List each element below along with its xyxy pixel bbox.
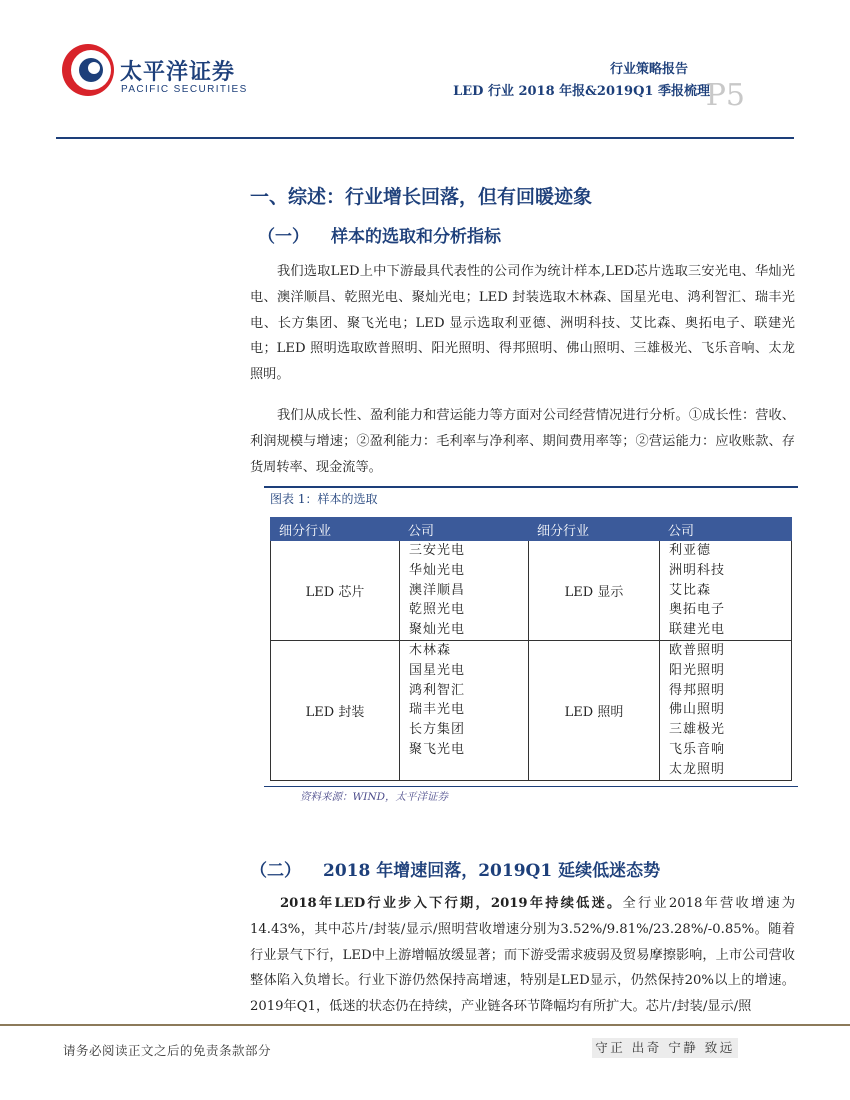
company-name: 得邦照明: [669, 682, 726, 698]
company-name: 飞乐音响: [669, 741, 726, 757]
footer-disclaimer: 请务必阅读正文之后的免责条款部分: [63, 1043, 272, 1058]
company-name: 聚飞光电: [409, 741, 466, 757]
company-name: 澳洋顺昌: [409, 582, 466, 598]
company-list-cell: [660, 640, 792, 780]
page-number: P5: [705, 78, 745, 113]
subsection-number: （二）: [250, 861, 301, 881]
table-row: [271, 640, 792, 780]
empty-line: [409, 760, 528, 780]
paragraph-body: 全行业2018年营收增速为14.43%，其中芯片/封装/显示/照明营收增速分别为3.52%/9.81%/23.28%/-0.85%。随着行业景气下行，LED中上游增幅放缓显著；而下游受需求疲弱及贸易摩擦影响，上市公司营收整体陷入负增长。行业下游仍然保持高增速，特别是LED显示，仍然保持20%以上的增速。2019年Q1，低迷的状态仍在持续，产业链各环节降幅均有所扩大。芯片/封装/显示/照: [250, 896, 796, 1015]
company-name: 国星光电: [409, 662, 466, 678]
table-header: 细分行业: [271, 518, 400, 541]
company-name: 乾照光电: [409, 602, 466, 618]
segment-cell: LED 芯片: [271, 541, 400, 641]
brand-name-cn: 太平洋证券: [120, 60, 236, 85]
table-header: 公司: [660, 518, 792, 541]
figure-top-rule: [264, 486, 798, 488]
company-list-cell: [400, 640, 529, 780]
header-divider: [56, 137, 794, 139]
table-header: 细分行业: [529, 518, 660, 541]
table-row: [271, 541, 792, 641]
section-heading: 一、综述：行业增长回落，但有回暖迹象: [250, 186, 593, 208]
figure-source: 资料来源：WIND，太平洋证券: [300, 791, 449, 803]
company-name: 华灿光电: [409, 562, 466, 578]
company-name: 聚灿光电: [409, 622, 466, 638]
figure-caption: 图表 1：样本的选取: [270, 492, 378, 506]
company-name: 奥拓电子: [669, 602, 726, 618]
segment-cell: LED 封装: [271, 640, 400, 780]
subsection-number: （一）: [258, 227, 309, 247]
report-type: 行业策略报告: [609, 62, 688, 77]
sample-table: [270, 517, 792, 781]
company-name: 鸿利智汇: [409, 682, 466, 698]
company-name: 欧普照明: [669, 642, 726, 658]
table-header: 公司: [400, 518, 529, 541]
lead-sentence: 2018年LED行业步入下行期，2019年持续低迷。: [280, 896, 623, 911]
table-header-row: [271, 518, 792, 541]
company-name: 洲明科技: [669, 562, 726, 578]
subsection-title: 样本的选取和分析指标: [331, 227, 501, 247]
report-title: LED 行业 2018 年报&2019Q1 季报梳理: [453, 84, 710, 99]
figure-bottom-rule: [264, 786, 798, 787]
pacific-securities-logo-icon: [60, 42, 116, 98]
company-name: 瑞丰光电: [409, 702, 466, 718]
footer-divider: [0, 1024, 850, 1026]
company-name: 阳光照明: [669, 662, 726, 678]
brand-name-en: PACIFIC SECURITIES: [121, 84, 248, 95]
company-name: 三雄极光: [669, 722, 726, 738]
subsection-heading: [250, 856, 660, 881]
company-name: 木林森: [409, 642, 452, 658]
segment-cell: LED 显示: [529, 541, 660, 641]
company-name: 太龙照明: [669, 761, 726, 777]
company-name: 艾比森: [669, 582, 712, 598]
company-name: 三安光电: [409, 543, 466, 558]
paragraph-sample-selection: 我们选取LED上中下游最具代表性的公司作为统计样本,LED芯片选取三安光电、华灿光电、澳洋顺昌、乾照光电、聚灿光电；LED 封装选取木林森、国星光电、鸿利智汇、瑞丰光电、长方集团、聚飞光电；LED 显示选取利亚德、洲明科技、艾比森、奥拓电子、联建光电；LED 照明选取欧普照明、阳光照明、得邦照明、佛山照明、三雄极光、飞乐音响、太龙照明。: [250, 264, 795, 383]
company-name: 佛山照明: [669, 702, 726, 718]
subsection-title: 2018 年增速回落，2019Q1 延续低迷态势: [323, 861, 661, 881]
footer-motto: 守正 出奇 宁静 致远: [592, 1038, 738, 1058]
paragraph-analysis-metrics: 我们从成长性、盈利能力和营运能力等方面对公司经营情况进行分析。①成长性：营收、利润规模与增速；②盈利能力：毛利率与净利率、期间费用率等；②营运能力：应收账款、存货周转率、现金流等。: [250, 408, 795, 475]
segment-cell: LED 照明: [529, 640, 660, 780]
company-list-cell: [400, 541, 529, 641]
paragraph-growth-review: [250, 891, 795, 1020]
company-name: 长方集团: [409, 722, 466, 738]
company-list-cell: [660, 541, 792, 641]
subsection-heading: [258, 222, 501, 247]
company-name: 利亚德: [669, 543, 712, 558]
company-name: 联建光电: [669, 622, 726, 638]
